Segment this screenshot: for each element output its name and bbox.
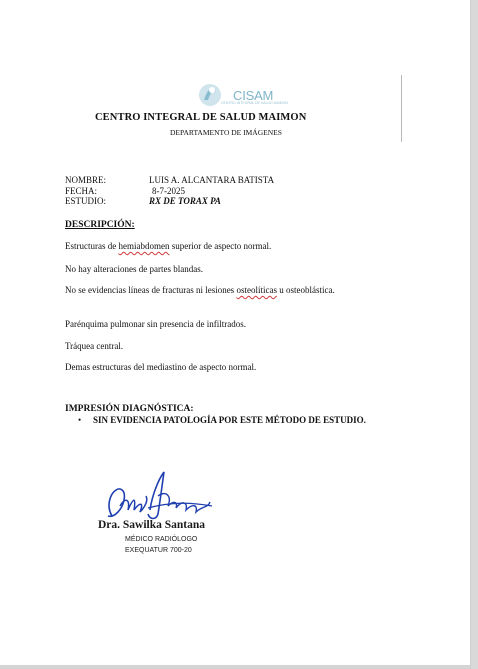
page-bottom-edge (0, 665, 470, 669)
study-value: RX DE TORAX PA (149, 196, 221, 206)
date-label: FECHA: (65, 186, 98, 196)
description-title: DESCRIPCIÓN: (65, 220, 135, 230)
description-paragraph-1: Estructuras de hemiabdomen superior de aspecto normal. (65, 241, 272, 251)
description-paragraph-3: No se evidencias líneas de fracturas ni lesiones osteolíticas u osteoblástica. (65, 285, 335, 295)
signature-role: MÉDICO RADIÓLOGO (125, 536, 198, 543)
handwritten-signature-icon (100, 466, 220, 526)
name-value: LUIS A. ALCANTARA BATISTA (149, 175, 275, 185)
spellcheck-word: osteolíticas (236, 285, 277, 295)
logo-subtext: CENTRO INTEGRAL DE SALUD MAIMON (221, 101, 288, 105)
study-label: ESTUDIO: (65, 196, 106, 206)
logo-text: CISAM (233, 88, 274, 103)
center-title: CENTRO INTEGRAL DE SALUD MAIMON (95, 112, 307, 123)
spellcheck-word: hemiabdomen (118, 241, 170, 251)
description-paragraph-4: Parénquima pulmonar sin presencia de infiltrados. (65, 319, 246, 329)
description-paragraph-2: No hay alteraciones de partes blandas. (65, 264, 203, 274)
signature-exequatur: EXEQUATUR 700-20 (125, 547, 192, 554)
signature-name: Dra. Sawilka Santana (98, 519, 206, 531)
department-title: DEPARTAMENTO DE IMÁGENES (170, 128, 282, 137)
impression-item: SIN EVIDENCIA PATOLOGÍA POR ESTE MÉTODO DE ESTUDIO. (93, 415, 366, 425)
margin-divider (401, 75, 402, 142)
bullet-icon: • (78, 415, 82, 425)
date-value: 8-7-2025 (152, 186, 185, 196)
window-edge (471, 0, 478, 669)
description-paragraph-5: Tráquea central. (65, 341, 124, 351)
name-label: NOMBRE: (65, 175, 107, 185)
description-paragraph-6: Demas estructuras del mediastino de aspecto normal. (65, 362, 257, 372)
impression-title: IMPRESIÓN DIAGNÓSTICA: (65, 404, 194, 414)
